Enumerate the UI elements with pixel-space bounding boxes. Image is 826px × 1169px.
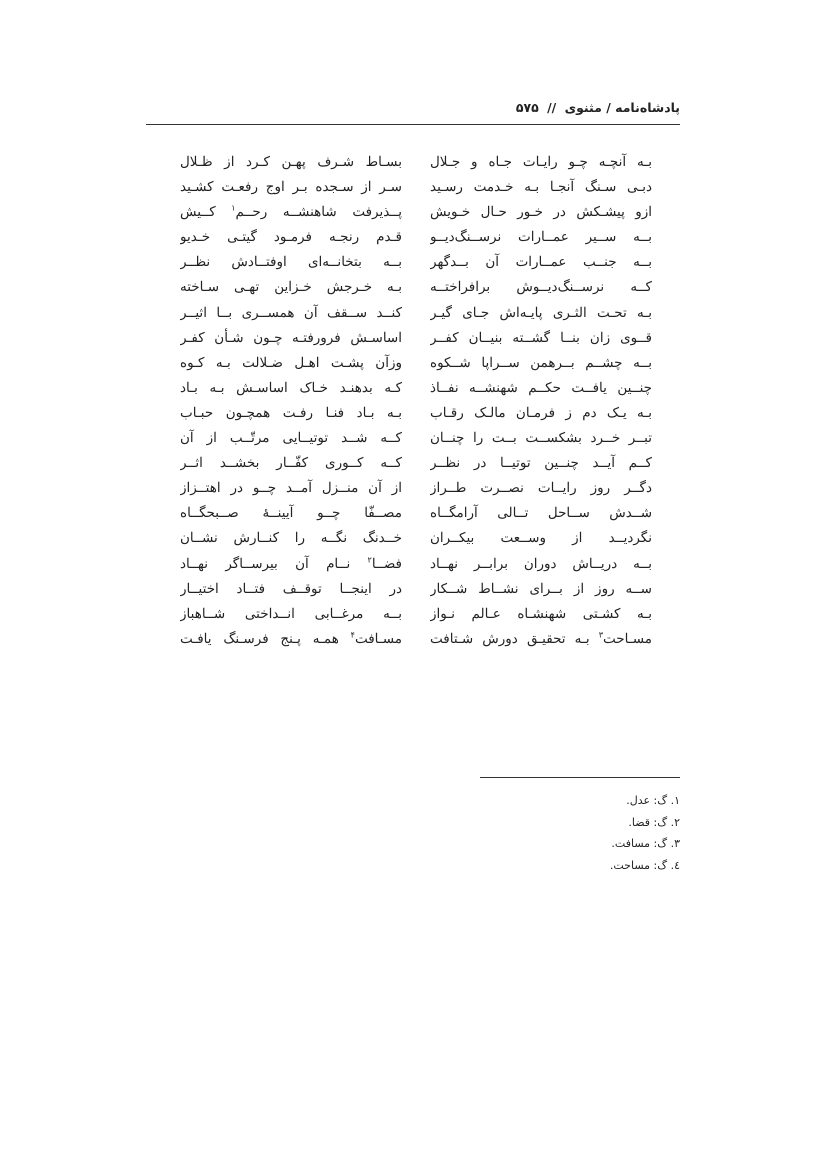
verse-text: مسـافت: [354, 630, 402, 647]
page-number: ۵۷۵: [515, 100, 539, 115]
hemistich-right: چنــین یافــت حکــم شهنشــه نفــاذ: [430, 379, 652, 396]
hemistich-left: کـه بدهنـد خـاک اساسـش بـه بـاد: [180, 379, 402, 396]
hemistich-right: [430, 627, 652, 652]
hemistich-left: بـه خـرجش خـزاین تهـی سـاخته: [180, 279, 402, 296]
hemistich-left: سـر از سـجده بـر اوج رفعـت کشـید: [180, 179, 402, 196]
hemistich-left: [180, 200, 402, 225]
header-separator: //: [547, 100, 557, 115]
verse-text: نــام آن بیرســاگر نهــاد: [180, 555, 368, 572]
footnotes: [430, 790, 680, 876]
header-rule: [146, 124, 680, 125]
hemistich-right: نگردیــد از وســعت بیکــران: [430, 530, 652, 547]
hemistich-right: ازو پیشـکش در خـور حـال خـویش: [430, 204, 652, 221]
hemistich-left: خــدنگ نگــه را کنــارش نشــان: [180, 530, 402, 547]
hemistich-right: ســه روز از بــرای نشــاط شــکار: [430, 580, 652, 597]
hemistich-right: دبـی سـنگ آنجـا بـه خـدمت رسـید: [430, 179, 652, 196]
footnote: ۳. گ: مسافت.: [611, 837, 680, 850]
hemistich-right: کــه نرســنگ‌دیــوش برافراختــه: [430, 279, 652, 296]
running-header: [146, 100, 680, 124]
hemistich-right: بـه تحـت الثـری پایـه‌اش جـای گیـر: [430, 304, 652, 321]
hemistich-right: بــه ســیر عمــارات نرســنگ‌دیــو: [430, 229, 652, 246]
hemistich-right: دگــر روز رایــات نصــرت طــراز: [430, 480, 652, 497]
hemistich-left: بسـاط شـرف پهـن کـرد از ظـلال: [180, 154, 402, 170]
verse-text: فضــا: [371, 555, 402, 572]
hemistich-right: تبــر خــرد بشکســت بــت را چنــان: [430, 430, 652, 447]
footnote-marker: ۴: [350, 630, 355, 640]
hemistich-left: اساسـش فرورفتـه چـون شـأن کفـر: [180, 329, 402, 346]
verse-text: پــذیرفت شاهنشــه رحــم: [235, 204, 402, 221]
footnote-marker: ۳: [598, 630, 604, 640]
hemistich-left: بــه بتخانــه‌ای اوفتــادش نظــر: [180, 254, 402, 271]
hemistich-right: بـه آنچـه چـو رایـات جـاه و جـلال: [430, 154, 652, 170]
footnote-rule: [480, 777, 680, 778]
verse-text: همـه پـنج فرسـنگ یافـت: [180, 630, 351, 647]
hemistich-right: بــه دریــاش دوران برابــر نهــاد: [430, 555, 652, 572]
hemistich-left: بــه مرغــابی انــداختی شــاهباز: [180, 605, 402, 622]
hemistich-right: بـه یـک دم ز فرمـان مالـک رقـاب: [430, 404, 652, 421]
right-hemistich-column: [430, 150, 652, 652]
hemistich-right: بــه چشــم بــرهمن ســراپا شــکوه: [430, 354, 652, 371]
hemistich-left: در اینجــا توقــف فتــاد اختیــار: [180, 580, 402, 597]
hemistich-left: کــه کــوری کفّــار بخشــد اثــر: [180, 455, 402, 472]
hemistich-left: قـدم رنجـه فرمـود گیتـی خـدیو: [180, 229, 402, 246]
verse-text: مسـاحت: [603, 630, 652, 647]
hemistich-left: کــه شــد توتیــایی مرتّــب از آن: [180, 430, 402, 447]
header-title: پادشاه‌نامه / مثنوی: [564, 100, 680, 115]
footnote-marker: ۲: [367, 555, 372, 564]
hemistich-left: کنــد ســقف آن همســری بــا اثیــر: [180, 304, 402, 321]
left-hemistich-column: [180, 150, 402, 652]
hemistich-left: مصــفّا چــو آیینــهٔ صــبحگــاه: [180, 505, 402, 522]
verse-text: کــیش: [180, 204, 232, 221]
footnote: ٤. گ: مساحت.: [609, 858, 680, 872]
hemistich-left: [180, 627, 402, 652]
hemistich-right: کــم آیــد چنــین توتیــا در نظــر: [430, 455, 652, 472]
footnote: ۲. گ: قضا.: [628, 815, 680, 829]
hemistich-right: بــه جنــب عمــارات آن بــدگهر: [430, 254, 652, 271]
footnote-marker: ۱: [231, 203, 236, 213]
hemistich-right: شــدش ســاحل تــالی آرامگــاه: [430, 505, 652, 522]
hemistich-left: وزآن پشـت اهـل ضـلالت بـه کـوه: [180, 354, 402, 371]
hemistich-left: از آن منــزل آمــد چــو در اهتــزاز: [180, 480, 402, 497]
verse-text: بـه تحقیـق دورش شـتافت: [430, 630, 599, 647]
hemistich-right: بـه کشـتی شهنشـاه عـالم نـواز: [430, 605, 652, 622]
hemistich-right: قــوی زان بنــا گشــته بنیــان کفــر: [430, 329, 652, 346]
hemistich-left: [180, 552, 402, 577]
footnote: ۱. گ: عدل.: [626, 794, 680, 807]
hemistich-left: بـه بـاد فنـا رفـت همچـون حبـاب: [180, 404, 402, 421]
